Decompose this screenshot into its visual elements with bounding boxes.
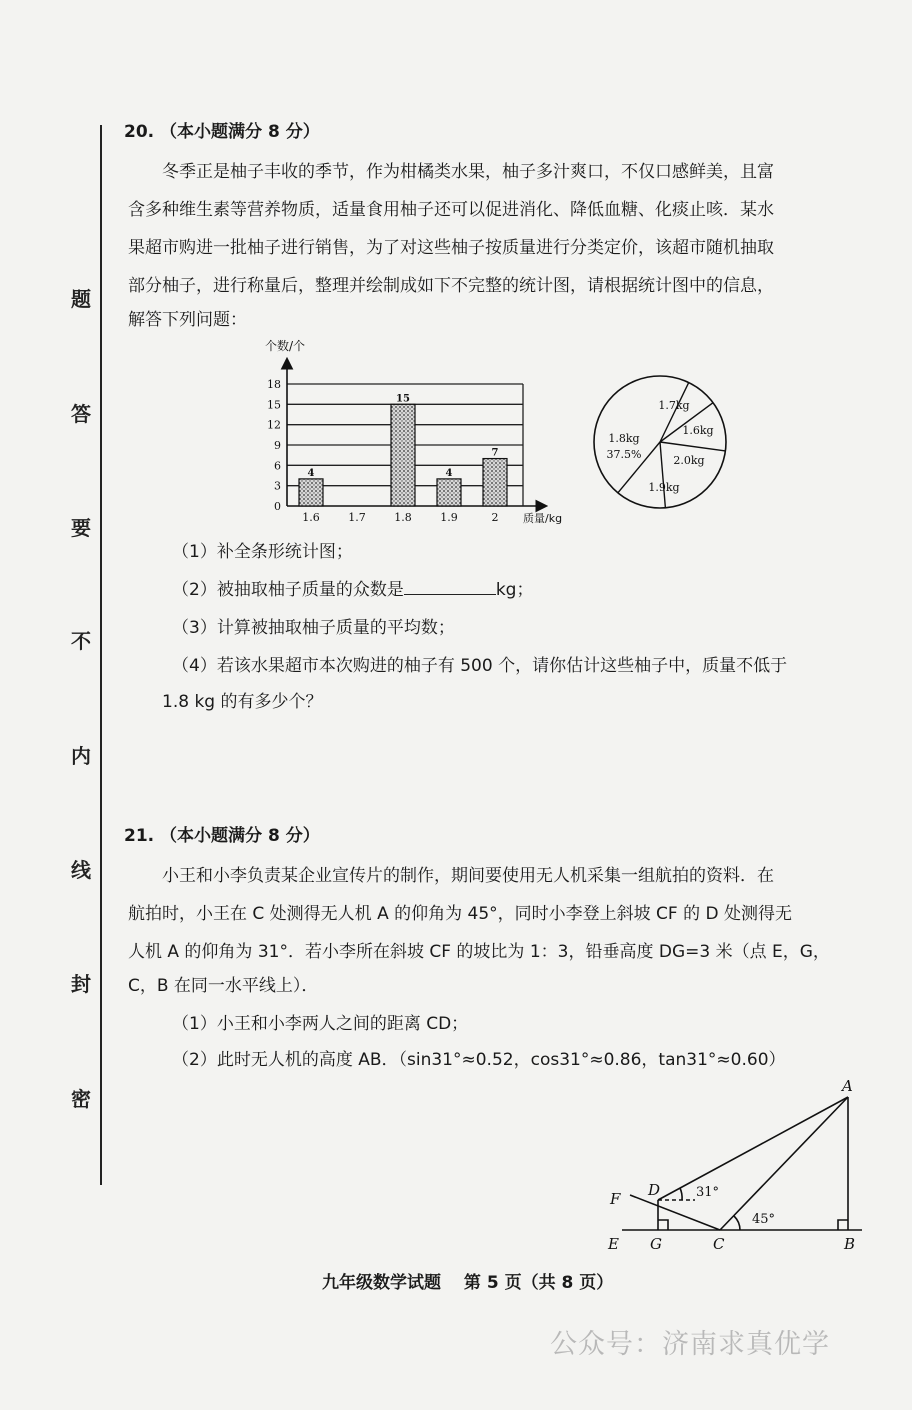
segment-da [658,1097,848,1200]
q20-sub4: （4）若该水果超市本次购进的柚子有 500 个，请你估计这些柚子中，质量不低于 [172,656,788,676]
y-tick-label: 12 [267,418,281,432]
bar [299,479,323,506]
x-tick-label: 2 [491,511,499,524]
bar [483,459,507,506]
binding-char: 要 [71,516,91,540]
angle-label-45: 45° [752,1212,776,1227]
point-label-g: G [650,1235,662,1253]
bar-data-label: 15 [396,393,410,405]
q21-sub2: （2）此时无人机的高度 AB．（sin31°≈0.52，cos31°≈0.86，tan31°≈0.60） [172,1050,786,1070]
y-axis-label: 个数/个 [265,339,306,353]
pie-label: 1.9kg [648,481,680,494]
y-tick-label: 9 [274,439,281,452]
q20-para-line: 解答下列问题： [128,310,247,330]
q21-para-line: 人机 A 的仰角为 31°．若小李所在斜坡 CF 的坡比为 1：3，铅垂高度 DG=3 米（点 E，G， [128,942,830,962]
q20-sub1: （1）补全条形统计图； [172,542,353,562]
answer-blank[interactable] [404,580,496,595]
q20-para-line: 果超市购进一批柚子进行销售，为了对这些柚子按质量进行分类定价，该超市随机抽取 [128,238,774,258]
binding-char: 封 [71,972,91,996]
pie-label: 2.0kg [673,454,705,467]
pie-percent-label: 37.5% [606,448,642,461]
q20-para-line: 含多种维生素等营养物质，适量食用柚子还可以促进消化、降低血糖、化痰止咳．某水 [128,200,774,220]
y-tick-label: 0 [274,500,281,513]
pie-slice-boundary [660,442,725,451]
q21-para-line: C，B 在同一水平线上）． [128,976,319,996]
right-angle-mark [838,1220,848,1230]
q20-sub2-prefix: （2）被抽取柚子质量的众数是 [172,580,404,600]
binding-line [100,125,102,1185]
right-angle-mark [658,1220,668,1230]
y-tick-label: 18 [267,378,281,391]
q21-para-line: 航拍时，小王在 C 处测得无人机 A 的仰角为 45°，同时小李登上斜坡 CF 的 D 处测得无 [128,904,793,924]
q20-sub2-suffix: kg； [495,580,534,600]
y-tick-label: 3 [274,479,281,493]
segment-ca [720,1097,848,1230]
x-axis-label: 质量/kg [523,512,563,525]
pie-label: 1.8kg [608,432,640,445]
y-tick-label: 15 [267,398,281,412]
binding-char: 答 [71,402,91,426]
angle-label-31: 31° [696,1185,720,1200]
q20-sub4-cont: 1.8 kg 的有多少个？ [162,692,323,712]
x-tick-label: 1.7 [348,511,366,524]
q21-sub1: （1）小王和小李两人之间的距离 CD； [172,1014,469,1034]
pie-chart [588,370,738,520]
binding-char: 题 [71,287,91,311]
angle-arc-45 [734,1216,740,1230]
binding-char: 密 [71,1087,91,1111]
binding-char: 线 [71,858,91,882]
binding-char: 内 [71,744,91,768]
bar-chart [255,338,585,528]
bar-data-label: 4 [307,467,315,479]
page-footer: 九年级数学试题 第 5 页（共 8 页） [322,1273,614,1293]
bar [391,404,415,506]
q20-para-line: 冬季正是柚子丰收的季节，作为柑橘类水果，柚子多汁爽口，不仅口感鲜美，且富 [162,162,774,182]
x-tick-label: 1.9 [440,511,458,524]
bar [437,479,461,506]
watermark: 公众号：济南求真优学 [550,1329,830,1360]
point-label-b: B [844,1235,856,1253]
y-tick-label: 6 [274,459,281,473]
point-label-d: D [648,1181,661,1199]
q20-para-line: 部分柚子，进行称量后，整理并绘制成如下不完整的统计图，请根据统计图中的信息， [128,276,774,296]
pie-label: 1.6kg [682,424,714,437]
q20-sub2 [172,580,533,600]
binding-char: 不 [71,629,91,653]
bar-data-label: 7 [491,447,499,459]
angle-arc-31 [680,1188,682,1200]
q20-heading: 20. （本小题满分 8 分） [124,122,320,142]
q20-sub3: （3）计算被抽取柚子质量的平均数； [172,618,455,638]
x-tick-label: 1.6 [302,511,320,524]
point-label-e: E [608,1235,619,1253]
q21-para-line: 小王和小李负责某企业宣传片的制作，期间要使用无人机采集一组航拍的资料．在 [162,866,774,886]
point-label-f: F [610,1190,621,1208]
pie-label: 1.7kg [658,399,690,412]
point-label-c: C [713,1235,725,1253]
x-tick-label: 1.8 [394,511,412,524]
geometry-figure [600,1075,870,1260]
pie-slice-boundary [660,442,665,508]
q21-heading: 21. （本小题满分 8 分） [124,826,320,846]
bar-data-label: 4 [445,467,453,479]
point-label-a: A [842,1077,853,1095]
